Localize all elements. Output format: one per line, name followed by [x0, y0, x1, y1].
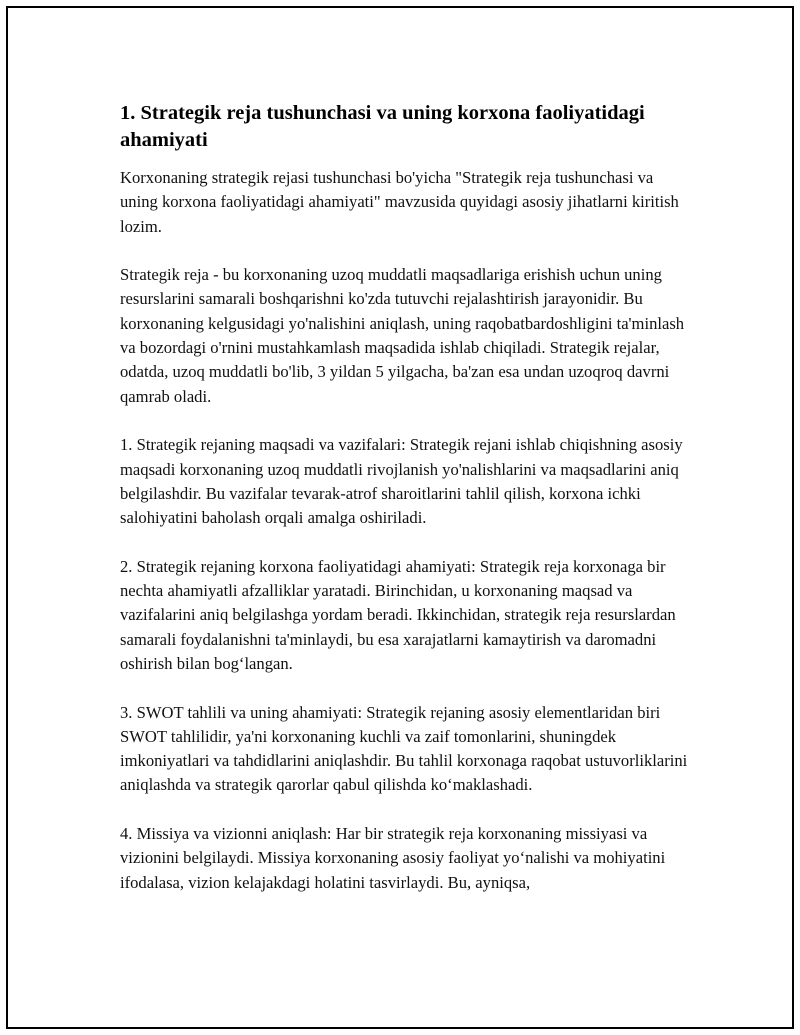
goals-paragraph: 1. Strategik rejaning maqsadi va vazifalari: Strategik rejani ishlab chiqishning asosiy maqsadi korxonaning uzoq muddatli rivojlanish yo'nalishlarini va maqsadlarini aniq belgilashdir. Bu vazifalar tevarak-atrof sharoitlarini tahlil qilish, korxona ichki salohiyatini baholash orqali amalga oshiriladi. [120, 435, 683, 528]
definition-paragraph: Strategik reja - bu korxonaning uzoq muddatli maqsadlariga erishish uchun uning resurslarini samarali boshqarishni ko'zda tutuvchi rejalashtirish jarayonidir. Bu korxonaning kelgusidagi yo'nalishini aniqlash, uning raqobatbardoshligini ta'minlash va bozordagi o'rnini mustahkamlash maqsadida ishlab chiqiladi. Strategik rejalar, odatda, uzoq muddatli bo'lib, 3 yildan 5 yilgacha, ba'zan esa undan uzoqroq davrni qamrab oladi. [120, 265, 685, 406]
page-frame [6, 6, 794, 1029]
importance-paragraph: 2. Strategik rejaning korxona faoliyatidagi ahamiyati: Strategik reja korxonaga bir nechta ahamiyatli afzalliklar yaratadi. Birinchidan, u korxonaning maqsad va vazifalarini aniq belgilashga yordam beradi. Ikkinchidan, strategik reja resurslardan samarali foydalanishni ta'minlaydi, bu esa xarajatlarni kamaytirish va daromadni oshirish bilan bog‘langan. [120, 556, 676, 673]
section-heading: 1. Strategik reja tushunchasi va uning korxona faoliyatidagi ahamiyati [120, 102, 645, 151]
mission-vision-paragraph: 4. Missiya va vizionni aniqlash: Har bir strategik reja korxonaning missiyasi va vizionini belgilaydi. Missiya korxonaning asosiy faoliyat yo‘nalishi va mohiyatini ifodalasa, vizion kelajakdagi holatini tasvirlaydi. Bu, ayniqsa, [120, 824, 666, 892]
intro-paragraph: Korxonaning strategik rejasi tushunchasi bo'yicha "Strategik reja tushunchasi va uning korxona faoliyatidagi ahamiyati" mavzusida quyidagi asosiy jihatlarni kiritish lozim. [120, 168, 679, 236]
swot-paragraph: 3. SWOT tahlili va uning ahamiyati: Strategik rejaning asosiy elementlaridan biri SWOT tahlilidir, ya'ni korxonaning kuchli va zaif tomonlarini, shuningdek imkoniyatlari va tahdidlarini aniqlashdir. Bu tahlil korxonaga raqobat ustuvorliklarini aniqlashda va strategik qarorlar qabul qilishda ko‘maklashadi. [120, 702, 688, 795]
document-body [120, 100, 690, 919]
